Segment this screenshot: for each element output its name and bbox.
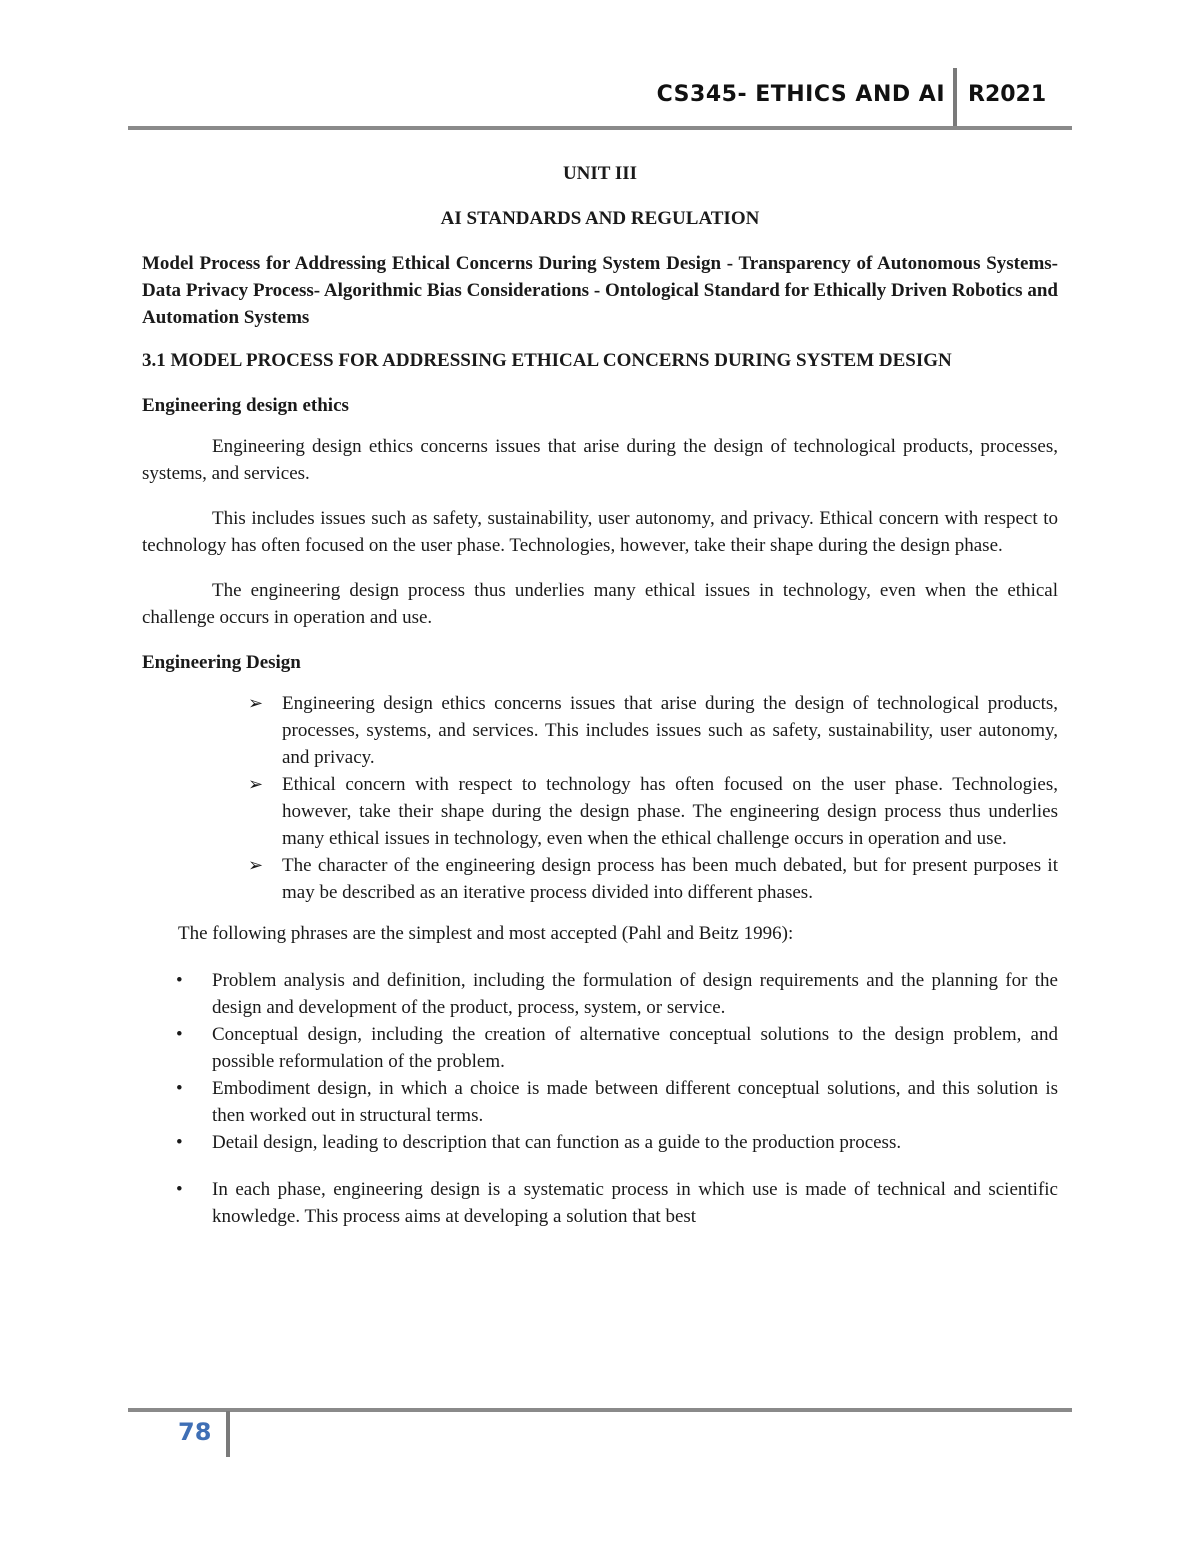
bullet-list-item-text: Conceptual design, including the creation of alternative conceptual solutions to the design problem, and possible reformulation of the problem. <box>212 1024 1058 1072</box>
header-course-title: CS345- ETHICS AND AI <box>656 82 945 107</box>
phases-intro: The following phrases are the simplest and most accepted (Pahl and Beitz 1996): <box>178 923 794 944</box>
list-spacer <box>176 1156 1058 1176</box>
syllabus-topics: Model Process for Addressing Ethical Concerns During System Design - Transparency of Autonomous Systems-Data Privacy Process- Algorithmic Bias Considerations - Ontological Standard for Ethically Driven Robotics and Automation Systems <box>142 253 1058 328</box>
section-heading: 3.1 MODEL PROCESS FOR ADDRESSING ETHICAL CONCERNS DURING SYSTEM DESIGN <box>142 350 952 371</box>
page-number: 78 <box>178 1418 212 1446</box>
bullet-dot-icon: • <box>176 1132 183 1153</box>
paragraph: This includes issues such as safety, sustainability, user autonomy, and privacy. Ethical concern with respect to technology has often focused on the user phase. Technologies, however, take their shape during the design phase. <box>142 508 1058 556</box>
arrow-list-item-text: The character of the engineering design process has been much debated, but for present purposes it may be described as an iterative process divided into different phases. <box>282 855 1058 903</box>
bullet-dot-icon: • <box>176 970 183 991</box>
arrow-list-item <box>248 771 1058 852</box>
bullet-dot-icon: • <box>176 1179 183 1200</box>
bullet-dot-icon: • <box>176 1078 183 1099</box>
arrow-list <box>142 690 1058 906</box>
subsection-heading-design-ethics: Engineering design ethics <box>142 395 349 416</box>
arrow-list-item <box>248 852 1058 906</box>
page-content <box>142 160 1058 1230</box>
footer-rule <box>128 1408 1072 1412</box>
arrow-list-item <box>248 690 1058 771</box>
bullet-list-item <box>176 1129 1058 1156</box>
bullet-list-item <box>176 967 1058 1021</box>
bullet-list-item-text: In each phase, engineering design is a systematic process in which use is made of technical and scientific knowledge. This process aims at developing a solution that best <box>212 1179 1058 1227</box>
arrow-list-item-text: Ethical concern with respect to technology has often focused on the user phase. Technologies, however, take their shape during the design phase. The engineering design process thus underlies many ethical issues in technology, even when the ethical challenge occurs in operation and use. <box>282 774 1058 849</box>
header-divider-vertical <box>953 68 957 130</box>
bullet-list-item-text: Embodiment design, in which a choice is made between different conceptual solutions, and this solution is then worked out in structural terms. <box>212 1078 1058 1126</box>
footer-divider-vertical <box>226 1411 230 1457</box>
unit-title: AI STANDARDS AND REGULATION <box>440 208 760 229</box>
arrow-bullet-icon: ➢ <box>248 774 264 794</box>
unit-heading: UNIT III <box>562 163 638 184</box>
arrow-list-item-text: Engineering design ethics concerns issues that arise during the design of technological products, processes, systems, and services. This includes issues such as safety, sustainability, user autonomy, and privacy. <box>282 693 1058 768</box>
bullet-dot-icon: • <box>176 1024 183 1045</box>
bullet-list-item <box>176 1021 1058 1075</box>
header-rule <box>128 126 1072 130</box>
subsection-heading-engineering-design: Engineering Design <box>142 652 301 673</box>
bullet-list <box>142 967 1058 1230</box>
bullet-list-item-text: Problem analysis and definition, including the formulation of design requirements and the planning for the design and development of the product, process, system, or service. <box>212 970 1058 1018</box>
bullet-list-item-text: Detail design, leading to description that can function as a guide to the production process. <box>212 1132 902 1153</box>
arrow-bullet-icon: ➢ <box>248 855 264 875</box>
bullet-list-item <box>176 1075 1058 1129</box>
header-regulation: R2021 <box>968 82 1047 107</box>
paragraph: Engineering design ethics concerns issues that arise during the design of technological products, processes, systems, and services. <box>142 436 1058 484</box>
arrow-bullet-icon: ➢ <box>248 693 264 713</box>
paragraph: The engineering design process thus underlies many ethical issues in technology, even when the ethical challenge occurs in operation and use. <box>142 580 1058 628</box>
bullet-list-item <box>176 1176 1058 1230</box>
